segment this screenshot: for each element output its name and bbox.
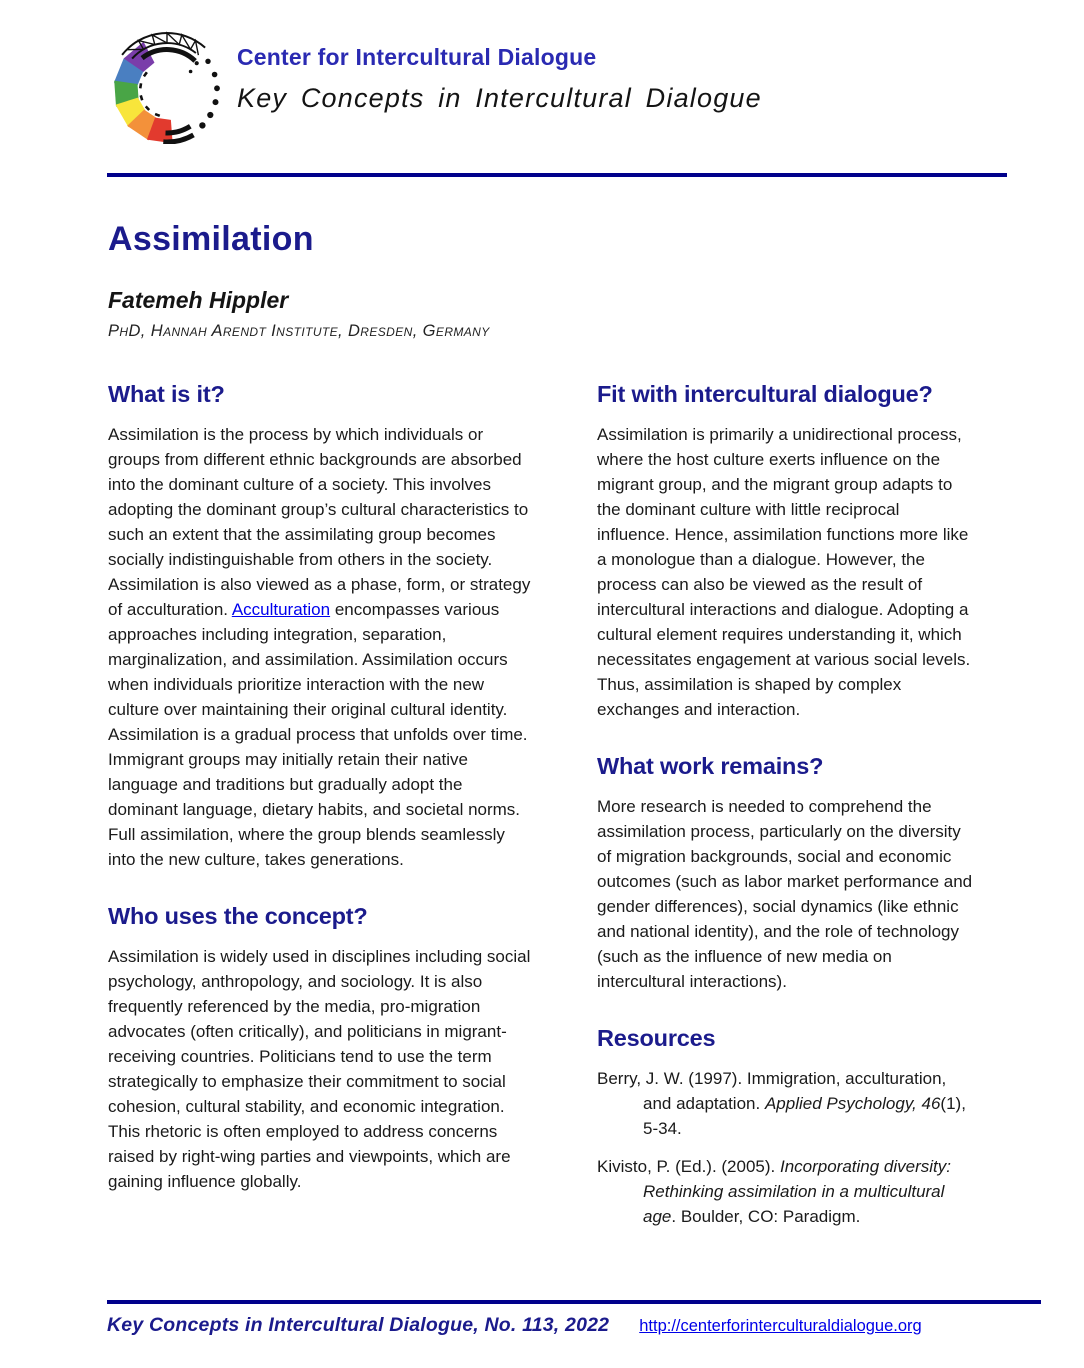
paragraph (108, 944, 532, 1194)
article-section (597, 1023, 973, 1229)
page-title: Assimilation (108, 220, 314, 258)
text-run: (1), 5-34. (643, 1094, 966, 1138)
text-run: More research is needed to comprehend the assimilation process, particularly on the diversity of migration backgrounds, social and economic outcomes (such as labor market performance and gender differences), social dynamics (like ethnic and national identity), and the role of technology (such as the influence of new media on intercultural interactions). (597, 797, 973, 991)
section-heading: Who uses the concept? (108, 903, 368, 929)
right-column (597, 379, 973, 1229)
inline-link[interactable]: Acculturation (231, 600, 331, 619)
section-heading: Resources (597, 1025, 716, 1051)
footer-divider (107, 1300, 1041, 1304)
italic-text: Applied Psychology, 46 (764, 1094, 941, 1113)
author-name: Fatemeh Hippler (108, 287, 289, 313)
section-heading: What is it? (108, 381, 225, 407)
paragraph (108, 422, 532, 872)
section-heading: Fit with intercultural dialogue? (597, 381, 933, 407)
paragraph (597, 794, 973, 994)
section-heading: What work remains? (597, 753, 824, 779)
two-column-body (108, 379, 1084, 1229)
reference-entry (597, 1066, 973, 1141)
text-run: Assimilation is the process by which individuals or groups from different ethnic backgrounds are absorbed into the dominant culture of a society. This involves adopting the dominant group’s cultural characteristics to such an extent that the assimilating group becomes socially indistinguishable from others in the society. Assimilation is also viewed as a phase, form, or strategy of acculturation. (108, 425, 531, 619)
org-name: Center for Intercultural Dialogue (237, 44, 597, 70)
footer-row (107, 1314, 1041, 1337)
text-run: Kivisto, P. (Ed.). (2005). (597, 1157, 780, 1176)
text-run: Assimilation is primarily a unidirectional process, where the host culture exerts influence on the migrant group, and the migrant group adapts to the dominant culture with little reciprocal influence. Hence, assimilation functions more like a monologue than a dialogue. However, the process can also be viewed as the result of intercultural interactions and dialogue. Adopting a cultural element requires understanding it, which necessitates engagement at various social levels. Thus, assimilation is shaped by complex exchanges and interaction. (597, 425, 971, 719)
series-title: Key Concepts in Intercultural Dialogue (237, 83, 762, 113)
text-run: encompasses various approaches including integration, separation, marginalization, and assimilation. Assimilation occurs when individuals prioritize interaction with the new culture over maintaining their original cultural identity. Assimilation is a gradual process that unfolds over time. Immigrant groups may initially retain their native language and traditions but gradually adopt the dominant language, dietary habits, and societal norms. Full assimilation, where the group blends seamlessly into the new culture, takes generations. (108, 600, 528, 869)
header-text (237, 28, 762, 114)
footer-citation: Key Concepts in Intercultural Dialogue, No. 113, 2022 (107, 1314, 610, 1336)
text-run: Berry, J. W. (1997). Immigration, acculturation, and adaptation. (597, 1069, 947, 1113)
article-section (597, 751, 973, 994)
header-divider (107, 173, 1007, 177)
footer-url-link[interactable]: http://centerforinterculturaldialogue.org (639, 1317, 922, 1335)
italic-text: Incorporating diversity: Rethinking assimilation in a multicultural age (643, 1157, 952, 1226)
text-run: . Boulder, CO: Paradigm. (671, 1207, 861, 1226)
article-section (108, 901, 532, 1194)
reference-entry (597, 1154, 973, 1229)
text-run: Assimilation is widely used in disciplines including social psychology, anthropology, and sociology. It is also frequently referenced by the media, pro-migration advocates (often critically), and politicians in migrant-receiving countries. Politicians tend to use the term strategically to emphasize their commitment to social cohesion, cultural stability, and economic integration. This rhetoric is often employed to address concerns raised by right-wing parties and viewpoints, which are gaining influence globally. (108, 947, 531, 1191)
author-affiliation: PhD, Hannah Arendt Institute, Dresden, Germany (108, 322, 490, 340)
left-column (108, 379, 532, 1229)
header (101, 28, 1084, 144)
article-section (108, 379, 532, 872)
cid-logo-icon (101, 28, 221, 144)
footer (107, 1300, 1041, 1337)
paragraph (597, 422, 973, 722)
cid-logo (101, 28, 221, 144)
article-section (597, 379, 973, 722)
